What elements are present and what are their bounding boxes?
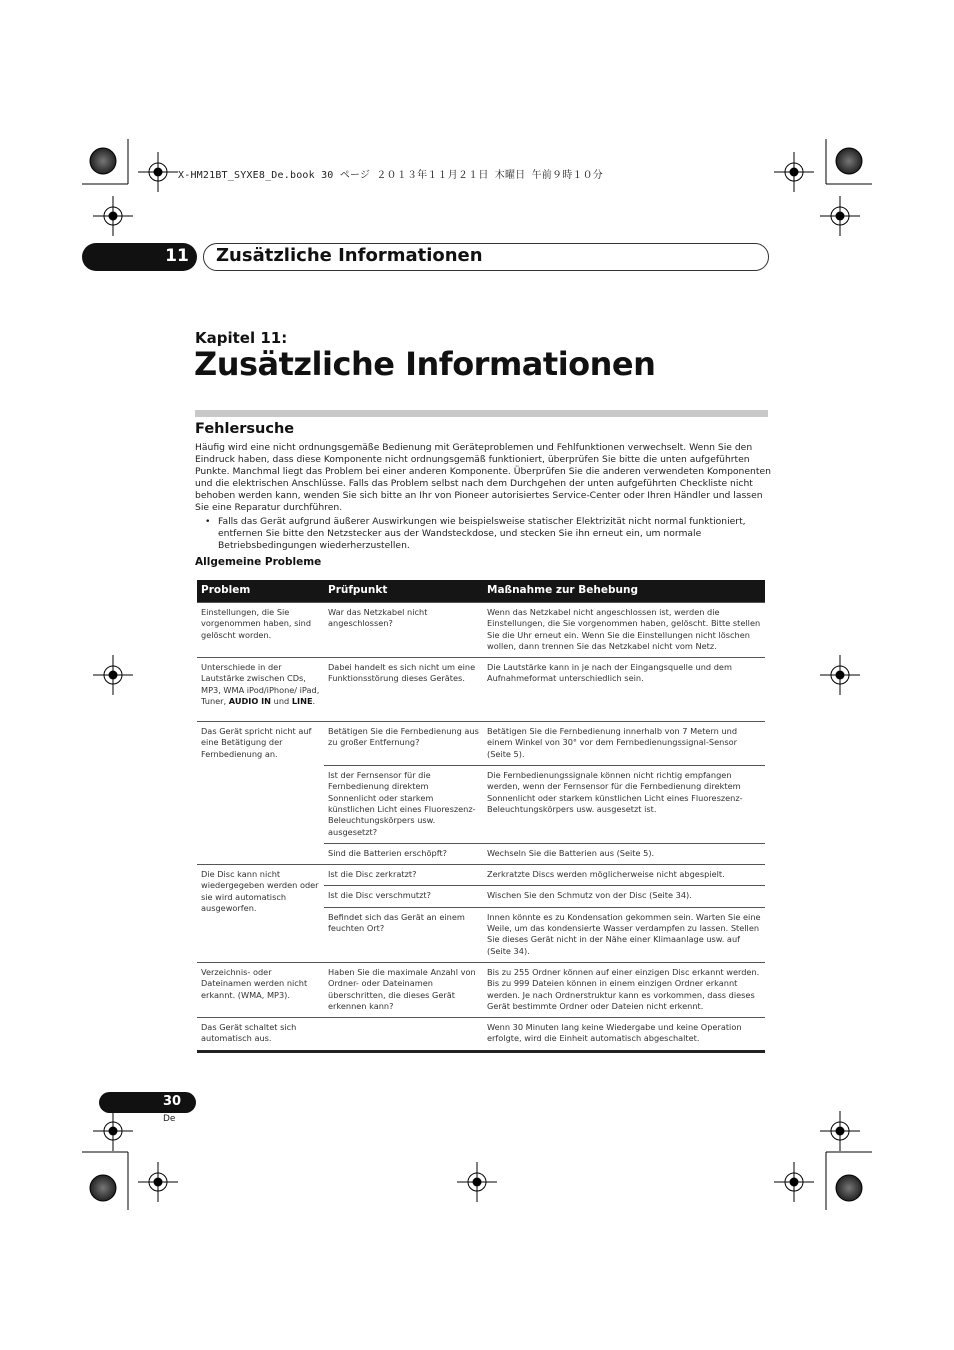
table-header-row — [197, 580, 765, 603]
table-row — [197, 658, 765, 722]
color-target-bottom-right — [836, 1175, 862, 1201]
subsection-title: Allgemeine Probleme — [195, 556, 322, 568]
fix-cell: Betätigen Sie die Fernbedienung innerhalb von 7 Metern und einem Winkel von 30° vor dem Fernbedienungssignal-Sensor (Seite 5). — [483, 722, 765, 766]
section-title: Fehlersuche — [195, 421, 295, 437]
page-number: 30 — [163, 1094, 182, 1109]
header-problem: Problem — [197, 580, 324, 603]
check-cell — [324, 1018, 483, 1052]
problem-cell: Das Gerät schaltet sich automatisch aus. — [197, 1018, 324, 1052]
check-cell: Betätigen Sie die Fernbedienung aus zu großer Entfernung? — [324, 722, 483, 766]
color-target-bottom-left — [90, 1175, 116, 1201]
chapter-number: 11 — [165, 246, 189, 266]
audio-in-label: AUDIO IN — [228, 696, 272, 707]
chapter-number-tab — [82, 243, 197, 271]
table-row — [197, 962, 765, 1017]
troubleshooting-table — [197, 580, 765, 1053]
check-cell: Sind die Batterien erschöpft? — [324, 843, 483, 864]
header-check: Prüfpunkt — [324, 580, 483, 603]
problem-cell: Das Gerät spricht nicht auf eine Betätigung der Fernbedienung an. — [197, 722, 324, 766]
fix-cell: Wechseln Sie die Batterien aus (Seite 5). — [483, 843, 765, 864]
problem-cell: Die Disc kann nicht wiedergegeben werden oder sie wird automatisch ausgeworfen. — [197, 865, 324, 963]
fix-cell: Die Fernbedienungssignale können nicht richtig empfangen werden, wenn der Fernsensor für die Fernbedienung direktem Sonnenlicht oder starkem künstlichen Licht eines Fluoreszenz-Beleuchtungskörpers usw. ausgesetzt ist. — [483, 766, 765, 844]
color-target-top-left — [90, 148, 116, 174]
page-title: Zusätzliche Informationen — [194, 345, 656, 383]
color-target-top-right — [836, 148, 862, 174]
problem-cell: Einstellungen, die Sie vorgenommen haben, sind gelöscht worden. — [197, 603, 324, 658]
check-cell: Ist die Disc verschmutzt? — [324, 886, 483, 907]
section-divider — [195, 410, 768, 417]
line-label: LINE — [291, 696, 313, 707]
check-cell: Dabei handelt es sich nicht um eine Funktionsstörung dieses Gerätes. — [324, 658, 483, 722]
check-cell: Befindet sich das Gerät an einem feuchten Ort? — [324, 907, 483, 962]
note-bullet-text: Falls das Gerät aufgrund äußerer Auswirkungen wie beispielsweise statischer Elektrizität nicht normal funktioniert, entfernen Sie bitte den Netzstecker aus der Wandsteckdose, und stecken Sie ihn erneut ein, um normale Betriebsbedingungen wiederherzustellen. — [218, 516, 746, 551]
table-row — [197, 865, 765, 886]
check-cell: Ist die Disc zerkratzt? — [324, 865, 483, 886]
section-intro: Häufig wird eine nicht ordnungsgemäße Bedienung mit Geräteproblemen und Fehlfunktionen verwechselt. Wenn Sie den Eindruck haben, dass diese Komponente nicht ordnungsgemäß funktioniert, überprüfen Sie bitte die unten aufgeführten Punkte. Manchmal liegt das Problem bei einer anderen Komponente. Überprüfen Sie die anderen verwendeten Komponenten und die elektrischen Anschlüsse. Falls das Problem selbst nach dem Durchgehen der unten aufgeführten Checkliste nicht behoben werden kann, wenden Sie sich bitte an Ihr von Pioneer autorisiertes Service-Center oder Ihren Händler und lassen Sie eine Reparatur durchführen. — [195, 442, 771, 513]
fix-cell: Bis zu 255 Ordner können auf einer einzigen Disc erkannt werden. Bis zu 999 Dateien können in einem einzigen Ordner erkannt werden. Je nach Ordnerstruktur kann es vorkommen, dass dieses Gerät bestimmte Ordner oder Dateien nicht erkennt. — [483, 962, 765, 1017]
header-fix: Maßnahme zur Behebung — [483, 580, 765, 603]
chapter-header-box — [203, 243, 769, 271]
fix-cell: Zerkratzte Discs werden möglicherweise nicht abgespielt. — [483, 865, 765, 886]
table-row — [197, 603, 765, 658]
language-code: De — [163, 1114, 176, 1124]
page-number-tab — [99, 1092, 196, 1113]
check-cell: Ist der Fernsensor für die Fernbedienung direktem Sonnenlicht oder starkem künstlichen Licht eines Fluoreszenz-Beleuchtungskörpers usw. ausgesetzt? — [324, 766, 483, 844]
table-row — [197, 843, 765, 864]
fix-cell: Wenn das Netzkabel nicht angeschlossen ist, werden die Einstellungen, die Sie vorgenommen haben, gelöscht. Bitte stellen Sie die Uhr erneut ein. Wenn Sie die Einstellungen nicht löschen wollen, dann trennen Sie das Netzkabel nicht vom Netz. — [483, 603, 765, 658]
bullet-icon: • — [205, 516, 211, 527]
problem-cell: Verzeichnis- oder Dateinamen werden nicht erkannt. (WMA, MP3). — [197, 962, 324, 1017]
check-cell: Haben Sie die maximale Anzahl von Ordner- oder Dateinamen überschritten, die dieses Gerät erkennen kann? — [324, 962, 483, 1017]
chapter-label: Kapitel 11: — [195, 329, 288, 347]
table-row — [197, 722, 765, 766]
fix-cell: Wischen Sie den Schmutz von der Disc (Seite 34). — [483, 886, 765, 907]
problem-cell — [197, 766, 324, 844]
table-row — [197, 1018, 765, 1052]
problem-cell: Unterschiede in der Lautstärke zwischen CDs, MP3, WMA iPod/iPhone/ iPad, Tuner, AUDIO IN und LINE. — [197, 658, 324, 722]
problem-cell — [197, 843, 324, 864]
table-row — [197, 766, 765, 844]
check-cell: War das Netzkabel nicht angeschlossen? — [324, 603, 483, 658]
print-slug: X-HM21BT_SYXE8_De.book 30 ページ ２０１３年１１月２１日 木曜日 午前９時１０分 — [178, 170, 603, 181]
fix-cell: Wenn 30 Minuten lang keine Wiedergabe und keine Operation erfolgte, wird die Einheit automatisch abgeschaltet. — [483, 1018, 765, 1052]
chapter-header-title: Zusätzliche Informationen — [216, 245, 483, 266]
note-bullet — [205, 516, 771, 552]
fix-cell: Die Lautstärke kann in je nach der Eingangsquelle und dem Aufnahmeformat unterschiedlich sein. — [483, 658, 765, 722]
fix-cell: Innen könnte es zu Kondensation gekommen sein. Warten Sie eine Weile, um das kondensierte Wasser verdampfen zu lassen. Stellen Sie dieses Gerät nicht in der Nähe einer Klimaanlage usw. auf (Seite 34). — [483, 907, 765, 962]
